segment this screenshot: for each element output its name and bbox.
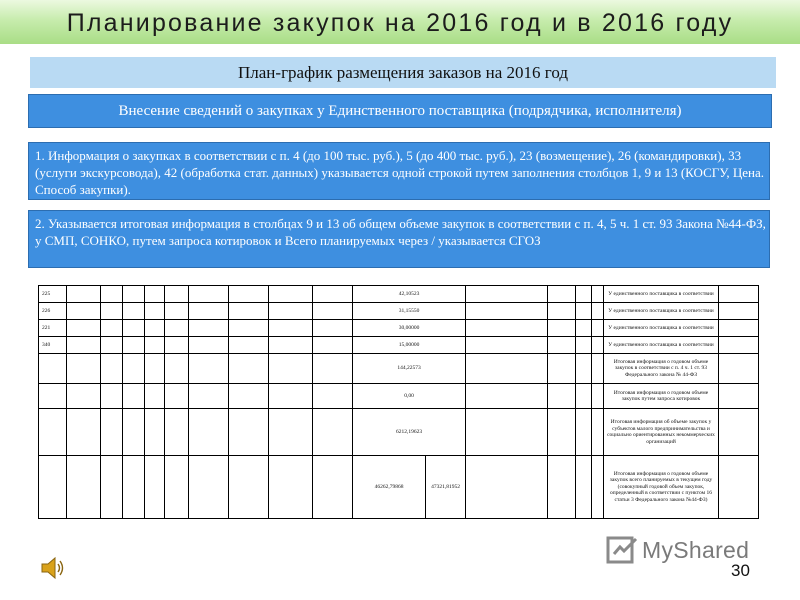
plan-schedule-table xyxy=(38,285,759,519)
subtitle-bar: План-график размещения заказов на 2016 год xyxy=(30,57,776,88)
myshared-logo-icon xyxy=(606,536,640,566)
table-row xyxy=(39,384,759,409)
method-cell: У единственного поставщика в соответствии xyxy=(604,320,719,337)
method-cell: Итоговая информация о годовом объеме закупок всего планируемых в текущем году (совокупный годовой объем закупок, определенный в соответствии с пунктом 16 статьи 3 Федерального закона №44-ФЗ) xyxy=(604,456,719,519)
kosgu-cell: 340 xyxy=(39,337,67,354)
page-title: Планирование закупок на 2016 год и в 2016 году xyxy=(66,9,734,37)
myshared-logo xyxy=(606,536,750,566)
method-cell: Итоговая информация о годовом объеме закупок путем запроса котировок xyxy=(604,384,719,409)
table-row xyxy=(39,409,759,456)
method-cell: Итоговая информация об объеме закупок у субъектов малого предпринимательства и социально ориентированных некоммерческих организаций xyxy=(604,409,719,456)
heading-box: Внесение сведений о закупках у Единственного поставщика (подрядчика, исполнителя) xyxy=(28,94,772,128)
price-cell: 144,22573 xyxy=(353,354,466,384)
method-cell: У единственного поставщика в соответствии xyxy=(604,286,719,303)
kosgu-cell: 226 xyxy=(39,303,67,320)
logo-text: MyShared xyxy=(642,537,750,563)
price-cell-2: 47321,81952 xyxy=(426,456,466,519)
price-cell: 46262,79868 xyxy=(353,456,426,519)
kosgu-cell: 221 xyxy=(39,320,67,337)
title-band xyxy=(0,0,800,44)
price-cell: 0,00 xyxy=(353,384,466,409)
table-row xyxy=(39,354,759,384)
page-number: 30 xyxy=(731,561,750,580)
table-row xyxy=(39,337,759,354)
table-row xyxy=(39,320,759,337)
info-box-1: 1. Информация о закупках в соответствии с п. 4 (до 100 тыс. руб.), 5 (до 400 тыс. руб.), 23 (возмещение), 26 (командировки), 33 (услуги экскурсовода), 42 (обработка стат. данных) указывается одной строкой путем заполнения столбцов 1, 9 и 13 (КОСГУ, Цена. Способ закупки). xyxy=(28,142,770,200)
table-row xyxy=(39,286,759,303)
price-cell: 42,10523 xyxy=(353,286,466,303)
price-cell: 31,15550 xyxy=(353,303,466,320)
method-cell: У единственного поставщика в соответствии xyxy=(604,337,719,354)
price-cell: 15,00000 xyxy=(353,337,466,354)
method-cell: Итоговая информация о годовом объеме закупок в соответствии с п. 4 ч. 1 ст. 93 Федерального закона № 44-ФЗ xyxy=(604,354,719,384)
speaker-icon[interactable] xyxy=(40,556,66,580)
method-cell: У единственного поставщика в соответствии xyxy=(604,303,719,320)
info-box-2: 2. Указывается итоговая информация в столбцах 9 и 13 об общем объеме закупок в соответствии с п. 4, 5 ч. 1 ст. 93 Закона №44-ФЗ, у СМП, СОНКО, путем запроса котировок и Всего планируемых через / указывается СГОЗ xyxy=(28,210,770,268)
table-row xyxy=(39,456,759,519)
table-row xyxy=(39,303,759,320)
price-cell: 6212,19623 xyxy=(353,409,466,456)
price-cell: 30,00000 xyxy=(353,320,466,337)
kosgu-cell: 225 xyxy=(39,286,67,303)
